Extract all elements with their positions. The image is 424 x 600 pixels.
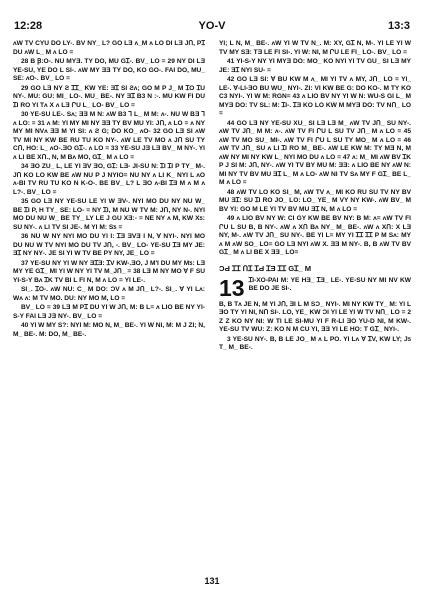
paragraph: 29 GO LƎ NY Ƨ ꞮꞮ_ KW YE: ƎꞮ SI Ƨʌ; GO M P J_ M ꞮO ꞮU NY-. MU: GU: MƖ_ LO-. MU_ BE-. NY ƎꞮ B3 N :-. MU KW FI DU ꞮI RO YI Tʌ X ʌ LƎ ՐU L_ LO- BV_ LO = [13, 84, 205, 109]
header-chapter-ref: 13:3 [387, 20, 410, 32]
paragraph: 35 GO LƎ NY YE-SU LE YI W ƎV-. NYI MO DU NY NU W_ BE ꞮI P, H TY_ SE: LO- = NY ꞮI, M NU W TV M: JՈ, NY N-. NYI MO DU NU W_ BE TY_ LY LE J GU XƎ:- = NE NY ʌ M, KW Xƽ: SU NY-. ʌ LI TV SI JE-. M YI M: Sƽ = [13, 198, 205, 231]
paragraph: 3 YE-SU NY-. B, B LE JO_ M ʌ L PO. YI Lʌ Ɐ ꞮV, KW LY; Jƽ T_ M_ BE-. [219, 335, 411, 351]
chapter-opening [219, 274, 411, 301]
chapter-heading: ƆԀ ꞮꞮ ՈꞮ ꞮԀ ꞮƎ ꞮꞮ GꞮ_ M [219, 263, 312, 273]
paragraph: 34 ƎO ZU_ L, LE YI ƎV ƎO, GꞮ: LƎ- JI-SU N: ꞮI ꞮI P TY_ M-. JՈ KO LO KW BE ʌW NU P J NYIO= NU NY ʌ LI K_ NYI L ʌO ʌ-BI TV RU TU KO N K-O-. BE BV_ L? L ƎO ʌ-BI ꞮƎ M ʌ M ʌ L?-. BV_ LO = [13, 163, 205, 196]
paragraph: 28 B Ꞵ:O-. NU MYƎ. TY DO, MU GꞮ-. BV_ LO = 29 NY DI LƎ YE-SU, YE DO L SI-. ʌW MY ƎƎ TY DO, KO GO-. FAI DO, MU_ SE: ʌO-. BV_ LO = [13, 58, 205, 82]
paragraph: SI_. ꞮO-. ʌW NU: C_ M DO: ƆV ʌ M JՈ_ L?-. SI_. Ɐ YI Lʌ: Wʌ ʌ: M TV MO. DU: NY MO M, LO = [13, 286, 205, 302]
paragraph: ʌW TV CYU DO LY-. BV NY_ L? GO LƎ ʌ_M ʌ LO DI LƎ JՈ, PꞮ DU ʌW L_ M ʌ LO = [13, 40, 205, 56]
header-book-title: YO-V [198, 20, 226, 32]
chapter-lead-text: ꞮI-XO-PAI M: YE HƎ_ ꞮƎ_ LE-. YE-SU NY MI NV KW BE DO JE SI-. [248, 276, 411, 292]
paragraph: YI; L N, M_ BE-. ʌW YI W TV N_. M: XY, GꞮ N, M-. YI LE YI W TV MY SƎ: TƎ LE FI SI-. YI W: NI, M ՐU LE FI_ LO-. BV_ LO = [219, 40, 411, 56]
paragraph: 36 NU W NY NYI MO DU YI I: ꞮƎ ƎVƎ I N, Ɐ NYI-. NYI MO DU NU W TV NYI MO DU TV JՈ, -. BV_ LO- YE-SU ꞮƎ MY JE: ƎꞮ NY NY-. JE SI YI W TV BE PY NY, JE_ LO = [13, 233, 205, 257]
paragraph: 42 GO LƎ SI: Ɐ BU KW M ʌ_ MI YI TV ʌ MY, JՈ_ LO = YI_ LE-. Ɐ-LI-ƎO BU WU_ NYI-. ZI: VI KW BE G: DO KO-. M TY KO C3 NYI-. YI W M: RGN= 43 ʌ LIO BV NY YI W N: WU-S GI L_ M MYƎ DO: TV SL: M: ꞮI-. ꞮƎ KO LO KW M MYƎ DO: TV NՈ_ LO = [219, 76, 411, 117]
chapter-number: 13 [219, 274, 245, 301]
paragraph: 37 YE-SU NY YI W NY ƎꞮƎ: ꞮV KW-.ƎO, J M'I DU MY Mƽ: LƎ MY YE GꞮ_ MI YI W NY YI TV M_JՈ_ = 38 LƎ M NY MO Ɐ F SU YI-S-Y Bʌ ꞮK TV BI L FI N, M ʌ LO = YI LE-. [13, 259, 205, 284]
paragraph: 44 GO LƎ NY YE-SU XU_ SI LƎ LƎ M_ ʌW TV JՈ_ SU NY-. ʌW TV JՈ_ M M: ʌ-. ʌW TV FI ՐU L SU TV JՈ_ M ʌ LO = 45 ʌW TV MO SU_ MI-. ʌW TV FI ՐU L SU TY MO_ M ʌ LO = 46 ʌW TV JՈ_ SU ʌ LI ꞮI RO M_ BE-. ʌW LE KW M: TY MƎ N, M ʌW NY MI NY KW L_ NYI MO DU ʌ LO = 47 ʌ: M_ MI ʌW BV ꞮK P J SI M: JՈ, NY-. ʌW YI TV BY MU M: ƎƎ: ʌ LIO BE NY ʌW N: MI NY TV BV MU ƎꞮ L_ M ʌ LO- ʌW NI TV Sʌ MY F GꞮ_ BE L_ M ʌ LO = [219, 119, 411, 186]
right-text-column [219, 40, 411, 570]
page-number: 131 [204, 576, 220, 586]
page-header [0, 0, 424, 40]
paragraph: 48 ʌW TV LO KO SI_ M, ʌW TV ʌ_ MI KO RU SU TV NY BV MU ƎꞮ: SU ꞮI RO JO_ LO: LO_ YE_ M VY NY KW-. ʌW BV_ M BV YI: GO M LE YI TV BV MU ƎꞮ N, M ʌ LO = [219, 188, 411, 213]
paragraph: B, B Tʌ JE N, M YI JՈ, ƎI L M SƆ_ NYI-. MI NY KW TY_ M: YI L ƎO TY YI NI, NՈ SI-. LO, YE_ KW ƆI YI LE YI W TV NՈ_ LO = 2 Z Z KO NY NI: W TI LE SI-MU YI F R-LI ƎO YU-D NI, M KW-. YE-SU TV WU: Z: KO N M CU YI, ƎƎ YI LE HO: T GꞮ_ NYI-. [219, 300, 411, 333]
paragraph: BV_ LO = 39 LƎ M PꞮ DU YI W JՈ, M: B L= ʌ LIO BE NY YI-S-Y FAI LƎ JƎ NY-. BV_ LO = [13, 304, 205, 320]
header-time: 12:28 [14, 20, 43, 32]
paragraph: 41 YI-S-Y NY YI MYƎ DO: MO_ KO NYI YI TV GU_ SI LƎ MY JE: ƎꞮ NYI SU- = [219, 58, 411, 74]
paragraph: 49 ʌ LIO BV NY W: CI GY KW BE BV NY: B M: ʌ= ʌW TV FI ՐU L SU B, B NY-. ʌW ʌ XՈ Bʌ NY_ M_ BE-. ʌW ʌ XՈ: X LƎ NY, M-. ʌW TV JՈ_ SU NY-. BE YI L= MY YI ꞮꞮ ꞮꞮ P M Sʌ: MY ʌ M ʌW SO_ LO= GO LƎ NYI ʌW X. ƎƎ M NY-. B, B ʌW TV BV GꞮ_ M ʌ LI BE X ƎƎ_ LO= [219, 215, 411, 256]
paragraph: 30 YE-SU LE-. Sʌ; ƎƎ M N: ʌW B3 Ꞁ L_ M M: ʌ-. NU W BƎ Ꞁ ʌ LO: = 31 ʌ M: YI MY MI NY ƎƎ TY BV MU YI: JՈ, ʌ LO = ʌ NY MY MI NVʌ ƎƎ M YI SI: ʌ Ƨ G; DO KO_ ʌO- 32 GO LƎ SI ʌW TV MI NY KW BE RU TU KO NY-. ʌW LE TV MO ʌ JՈ SU TY CՈ, HO: L_ ʌO-.ƎO GꞮ-. ʌ LO = 33 YE-SU JƎ LƎ BV_ M NY-. YI ʌ LI BE XՈ., N, M Bʌ MO, GꞮ_ M ʌ LO = [13, 111, 205, 161]
left-text-column [13, 40, 205, 570]
paragraph: 40 YI W MY S?: NYI M: MO N, M_ BE-. YI W NI, M: M J ZI; N, M_ BE-. M: DO, M_ BE-. [13, 322, 205, 338]
